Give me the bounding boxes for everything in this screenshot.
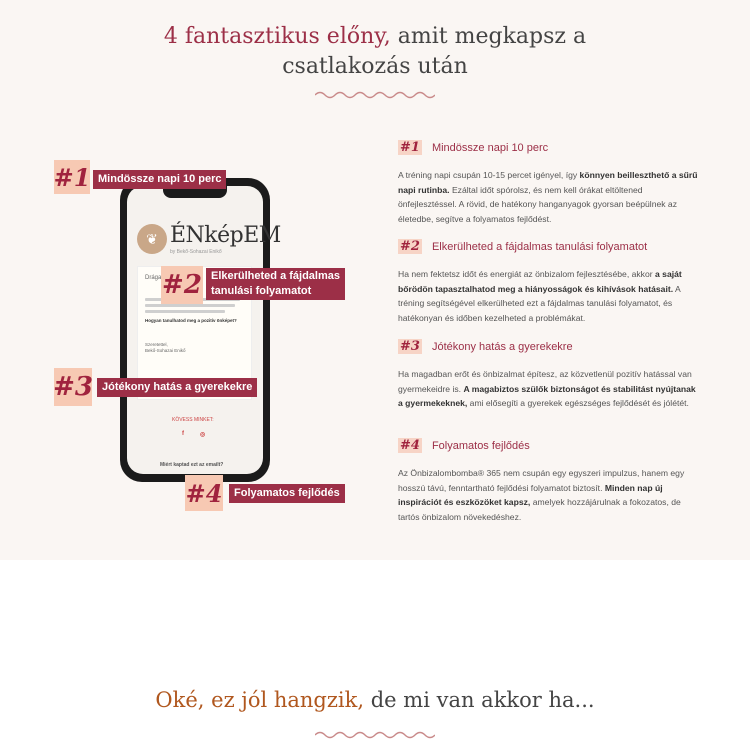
benefit-text-4: Az Önbizalombomba® 365 nem csupán egy egyszeri impulzus, hanem egy hosszú távú, fenntartható fejlődési folyamatot biztosít. Minden nap új inspirációt és eszközöket kapsz, amelyek hozzájárulnak a fokozatos, de tartós önbizalom növekedéshez. — [398, 468, 685, 522]
brand-logo: ÉNképEM — [170, 223, 281, 248]
callout-number-4: #4 — [185, 475, 223, 511]
callout-number-1: #1 — [54, 160, 90, 194]
section-title: Oké, ez jól hangzik, de mi van akkor ha... — [155, 688, 595, 712]
benefit-number: #3 — [400, 339, 420, 354]
email-bold-text: Hogyan tanulhatod meg a pozitív önképet? — [145, 318, 237, 323]
callout-label-4: Folyamatos fejlődés — [229, 484, 345, 503]
benefit-title: Folyamatos fejlődés — [431, 439, 530, 452]
callout-label-2: Elkerülheted a fájdalmas tanulási folyamatot — [206, 268, 345, 300]
benefit-text-3: Ha magadban erőt és önbizalmat építesz, az közvetlenül pozitív hatással van gyermekeidre is. A magabiztos szülők biztonságot és stabilitást nyújtanak a gyermekeknek, ami elősegíti a gyerekek egészséges fejlődését és jólétét. — [398, 369, 696, 408]
follow-label: KÖVESS MINKET: — [172, 417, 214, 423]
callout-number-3: #3 — [54, 368, 92, 406]
brand-logo-sub: by Bekő-Sohazai Enikő — [170, 249, 222, 255]
callout-label-3: Jótékony hatás a gyerekekre — [97, 378, 257, 397]
benefit-text-1: A tréning napi csupán 10-15 percet igényel, így könnyen beilleszthető a sűrű napi rutinba. Ezáltal időt spórolsz, és nem kell órákat eltöltened önfejlesztéssel. A rövid, de hatékony hanganyagok gyorsan beépülnek az életedbe, segítve a folyamatos fejlődést. — [398, 170, 698, 224]
callout-label-1: Mindössze napi 10 perc — [93, 170, 226, 189]
benefit-heading-1 — [398, 140, 548, 155]
benefit-title: Mindössze napi 10 perc — [431, 141, 549, 154]
email-greeting: Drága — [145, 275, 162, 281]
email-footer-text: Miért kaptad ezt az emailt? — [160, 462, 224, 468]
benefit-number: #4 — [400, 438, 420, 453]
benefit-text-2: Ha nem fektetsz időt és energiát az önbizalom fejlesztésébe, akkor a saját bőrödön tapasztalhatod meg a hiányosságok és kihívások hatásait. A tréning segítségével elkerülheted ezt a fájdalmas tanulási folyamatot, és hatékonyan és időben kezelheted a problémákat. — [398, 269, 682, 323]
email-signature: Szeretettel, Bekő-Sohazai Enikő — [145, 342, 186, 353]
instagram-icon[interactable]: ◎ — [200, 432, 206, 438]
benefit-heading-3 — [398, 339, 573, 354]
facebook-icon[interactable]: f — [182, 431, 184, 437]
benefit-title: Jótékony hatás a gyerekekre — [431, 340, 573, 353]
page-title: 4 fantasztikus előny, amit megkapsz a csatlakozás után — [163, 24, 587, 79]
benefit-title: Elkerülheted a fájdalmas tanulási folyamatot — [431, 240, 648, 253]
wave-divider — [0, 548, 750, 618]
benefit-number: #2 — [400, 239, 420, 254]
callout-number-2: #2 — [161, 266, 203, 304]
benefit-number: #1 — [400, 140, 420, 155]
squiggle-divider — [315, 90, 435, 100]
email-text-line — [145, 310, 225, 313]
email-text-line — [145, 304, 235, 307]
butterfly-icon: ❦ — [137, 224, 167, 254]
squiggle-divider — [315, 730, 435, 740]
benefit-heading-2 — [398, 239, 647, 254]
benefit-heading-4 — [398, 438, 530, 453]
